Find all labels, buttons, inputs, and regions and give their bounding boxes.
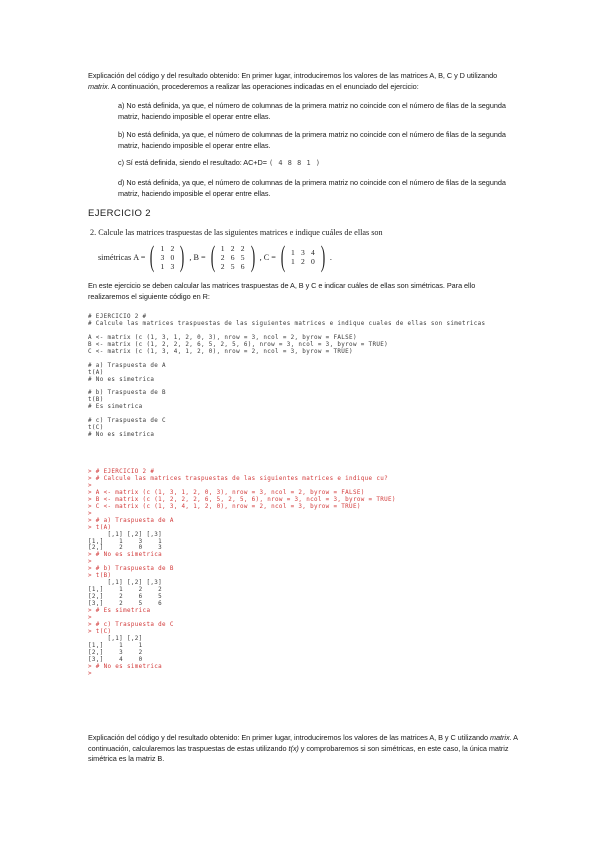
console-line: > A <- matrix (c (1, 3, 1, 2, 0, 3), nrow = 3, ncol = 2, byrow = FALSE) (88, 489, 365, 496)
code-line: # Es simetrica (88, 404, 143, 411)
matrix-B-cell: 2 (230, 243, 235, 253)
code-line (88, 356, 485, 363)
console-line: > # Es simetrica (88, 608, 151, 615)
simetricas-word: simétricas (98, 252, 132, 262)
explanation-paragraph-3: Explicación del código y del resultado obtenido: En primer lugar, introduciremos los valores de las matrices A, B y C utilizando matrix. A continuación, calcularemos las traspuestas de estas utilizando t(x) y comprobaremos si son simétricas, en este caso, la única matriz simétrica es la matriz B. (88, 733, 518, 764)
console-line: > # c) Traspuesta de C (88, 621, 174, 628)
answer-c-value: ( 4 8 8 1 ) (268, 159, 321, 167)
matrix-C-cell: 1 (290, 248, 295, 257)
matrix-B: ( 1 2 2 2 6 5 2 5 6 ) (210, 240, 255, 273)
console-line: > t(A) (88, 524, 112, 531)
code-line: B <- matrix (c (1, 2, 2, 2, 6, 5, 2, 5, 6), nrow = 3, ncol = 3, byrow = TRUE) (88, 341, 389, 348)
console-line: [3,] 2 5 6 (88, 601, 163, 608)
matrix-A-cell: 0 (170, 252, 175, 262)
console-line: > t(C) (88, 628, 112, 635)
console-line: > # b) Traspuesta de B (88, 566, 174, 573)
matrix-B-cell: 5 (230, 261, 235, 271)
console-line: > (88, 615, 92, 622)
console-line: > (88, 510, 92, 517)
explanation-paragraph-1: Explicación del código y del resultado obtenido: En primer lugar, introduciremos los valores de las matrices A, B, C y D utilizando matrix. A continuación, procederemos a realizar las operaciones indicadas en el enunciado del ejercicio: (88, 71, 498, 91)
matrix-A-cell: 3 (170, 261, 175, 271)
code-line: # No es simetrica (88, 376, 155, 383)
code-line: t(B) (88, 397, 104, 404)
matrix-B-cell: 6 (240, 261, 245, 271)
console-line: > t(B) (88, 573, 112, 580)
code-line: t(A) (88, 369, 104, 376)
console-line: > (88, 559, 92, 566)
matrix-B-cell: 1 (220, 243, 225, 253)
matrix-A-cell: 2 (170, 243, 175, 253)
matrix-C: ( 1 3 4 1 2 0 ) (280, 240, 326, 273)
answer-b: b) No está definida, ya que, el número de columnas de la primera matriz no coincide con el número de filas de la segunda matriz, haciendo imposible el operar entre ellas. (118, 130, 506, 150)
r-script-code (88, 314, 485, 439)
matrix-A-cell: 3 (160, 252, 165, 262)
matrix-A-values (157, 244, 177, 271)
code-line: # EJERCICIO 2 # (88, 314, 147, 320)
matrix-function-name: matrix (88, 81, 108, 91)
code-line: A <- matrix (c (1, 3, 1, 2, 0, 3), nrow = 3, ncol = 2, byrow = FALSE) (88, 334, 357, 341)
console-line: [1,] 1 3 1 (88, 538, 163, 545)
console-line: > # Calcule las matrices traspuestas de las siguientes matrices e indique cu? (88, 475, 389, 482)
explanation-paragraph-2: En este ejercicio se deben calcular las matrices traspuestas de A, B y C e indicar cuáles de ellas son simétricas. Para ello realizaremos el siguiente código en R: (88, 281, 476, 301)
code-line: # c) Traspuesta de C (88, 418, 166, 425)
exercise-statement-image (90, 228, 510, 274)
matrix-B-cell: 2 (220, 261, 225, 271)
console-line: > # No es simetrica (88, 552, 163, 559)
matrix-B-cell: 6 (230, 252, 235, 262)
console-line: [2,] 2 6 5 (88, 594, 163, 601)
matrix-function-name-2: matrix (489, 733, 510, 742)
matrix-C-cell: 4 (310, 248, 315, 257)
matrix-C-cell: 3 (300, 248, 305, 257)
console-line: [2,] 3 2 (88, 649, 143, 656)
code-line: # No es simetrica (88, 432, 155, 439)
answer-d: d) No está definida, ya que, el número de columnas de la primera matriz no coincide con el número de filas de la segunda matriz, haciendo imposible el operar entre ellas. (118, 178, 506, 198)
matrix-C-cell: 2 (300, 257, 305, 266)
code-line: # b) Traspuesta de B (88, 390, 166, 397)
console-line: > (88, 670, 92, 677)
matrix-C-cell: 0 (310, 257, 315, 266)
matrices-line: simétricas A = ( 1 2 3 0 1 3 ) , B = ( 1 2 2 2 6 5 2 5 6 ) , C = ( 1 3 4 1 2 0 ) . (98, 240, 332, 273)
console-line: > C <- matrix (c (1, 3, 4, 1, 2, 0), nrow = 2, ncol = 3, byrow = TRUE) (88, 503, 361, 510)
matrix-A: ( 1 2 3 0 1 3 ) (150, 240, 185, 273)
console-line: [1,] 1 1 (88, 642, 143, 649)
exercise-2-heading: EJERCICIO 2 (88, 208, 151, 219)
matrix-A-cell: 1 (160, 261, 165, 271)
code-line: # Calcule las matrices traspuestas de las siguientes matrices e indique cuales de ellas son simetricas (88, 320, 486, 327)
transpose-function-name: t(x) (288, 743, 299, 753)
code-line: C <- matrix (c (1, 3, 4, 1, 2, 0), nrow = 2, ncol = 3, byrow = TRUE) (88, 348, 353, 355)
code-line (88, 328, 485, 335)
matrix-B-cell: 2 (240, 243, 245, 253)
console-line: [1,] 1 2 2 (88, 587, 163, 594)
console-line: > B <- matrix (c (1, 2, 2, 2, 6, 5, 2, 5, 6), nrow = 3, ncol = 3, byrow = TRUE) (88, 496, 396, 503)
console-line: > (88, 482, 92, 489)
matrix-B-cell: 2 (220, 252, 225, 262)
r-console-output (88, 469, 396, 678)
matrix-C-values (288, 248, 318, 266)
code-line (88, 384, 485, 391)
code-line: # a) Traspuesta de A (88, 362, 166, 369)
console-line: [2,] 2 0 3 (88, 545, 163, 552)
console-line: [,1] [,2] [,3] (88, 531, 163, 538)
matrix-B-cell: 5 (240, 252, 245, 262)
matrix-A-cell: 1 (160, 243, 165, 253)
answer-c: c) Sí está definida, siendo el resultado: AC+D= ( 4 8 8 1 ) (118, 158, 321, 167)
answer-a: a) No está definida, ya que, el número de columnas de la primera matriz no coincide con el número de filas de la segunda matriz, haciendo imposible el operar entre ellas. (118, 101, 506, 121)
code-line (88, 411, 485, 418)
matrix-B-values (218, 244, 248, 271)
console-line: > # No es simetrica (88, 663, 163, 670)
matrix-C-cell: 1 (290, 257, 295, 266)
console-line: [,1] [,2] (88, 635, 143, 642)
console-line: > # a) Traspuesta de A (88, 517, 174, 524)
console-line: [3,] 4 0 (88, 656, 143, 663)
console-line: > # EJERCICIO 2 # (88, 469, 155, 475)
code-line: t(C) (88, 425, 104, 432)
exercise-statement: 2. Calcule las matrices traspuestas de las siguientes matrices e indique cuáles de ellas son (90, 228, 383, 237)
console-line: [,1] [,2] [,3] (88, 580, 163, 587)
